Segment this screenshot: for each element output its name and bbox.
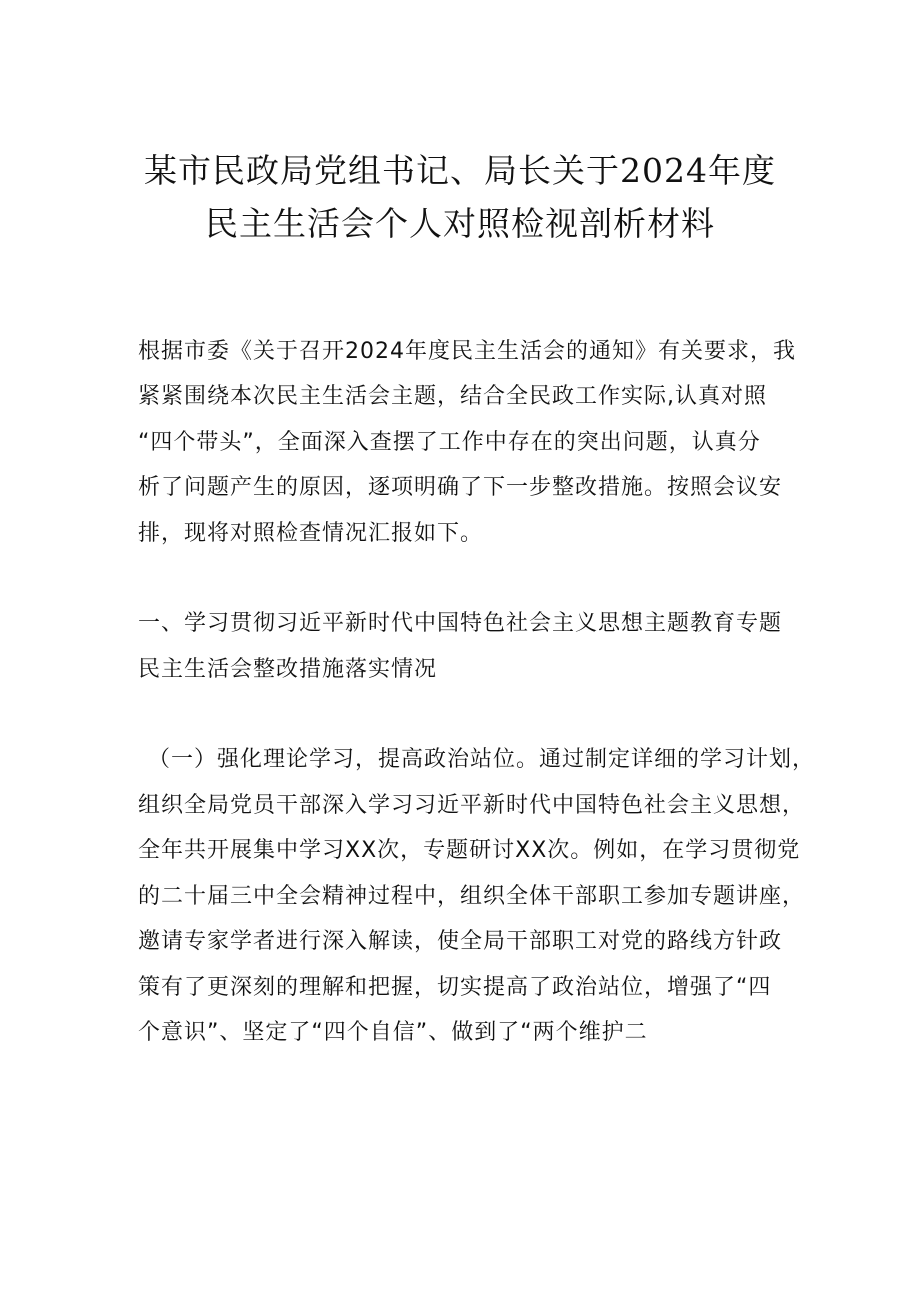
intro-paragraph-line: 根据市委《关于召开2024年度民主生活会的通知》有关要求，我 bbox=[138, 339, 796, 364]
intro-paragraph-line: 排，现将对照检查情况汇报如下。 bbox=[138, 521, 484, 546]
subsection-paragraph-line: 的二十届三中全会精神过程中，组织全体干部职工参加专题讲座， bbox=[138, 884, 806, 909]
subsection-paragraph-line: 邀请专家学者进行深入解读，使全局干部职工对党的路线方针政 bbox=[138, 929, 783, 954]
subsection-paragraph-line: 全年共开展集中学习XX次，专题研讨XX次。例如，在学习贯彻党 bbox=[138, 838, 801, 863]
subsection-paragraph-line: 个意识”、坚定了“四个自信”、做到了“两个维护二 bbox=[138, 1020, 648, 1045]
subsection-paragraph-line: 策有了更深刻的理解和把握，切实提高了政治站位，增强了“四 bbox=[138, 975, 772, 1000]
section-heading-line: 民主生活会整改措施落实情况 bbox=[138, 657, 438, 682]
document-title-line-1: 某市民政局党组书记、局长关于2024年度 bbox=[144, 151, 776, 190]
subsection-paragraph-line: 组织全局党员干部深入学习习近平新时代中国特色社会主义思想， bbox=[138, 793, 806, 818]
intro-paragraph-line: 紧紧围绕本次民主生活会主题，结合全民政工作实际,认真对照 bbox=[138, 384, 767, 409]
section-heading-line: 一、学习贯彻习近平新时代中国特色社会主义思想主题教育专题 bbox=[138, 611, 783, 636]
subsection-paragraph-line: （一）强化理论学习，提高政治站位。通过制定详细的学习计划， bbox=[148, 747, 816, 772]
intro-paragraph-line: “四个带头”，全面深入查摆了工作中存在的突出问题，认真分 bbox=[138, 430, 761, 455]
intro-paragraph-line: 析了问题产生的原因，逐项明确了下一步整改措施。按照会议安 bbox=[138, 475, 783, 500]
document-title-line-2: 民主生活会个人对照检视剖析材料 bbox=[205, 204, 715, 243]
